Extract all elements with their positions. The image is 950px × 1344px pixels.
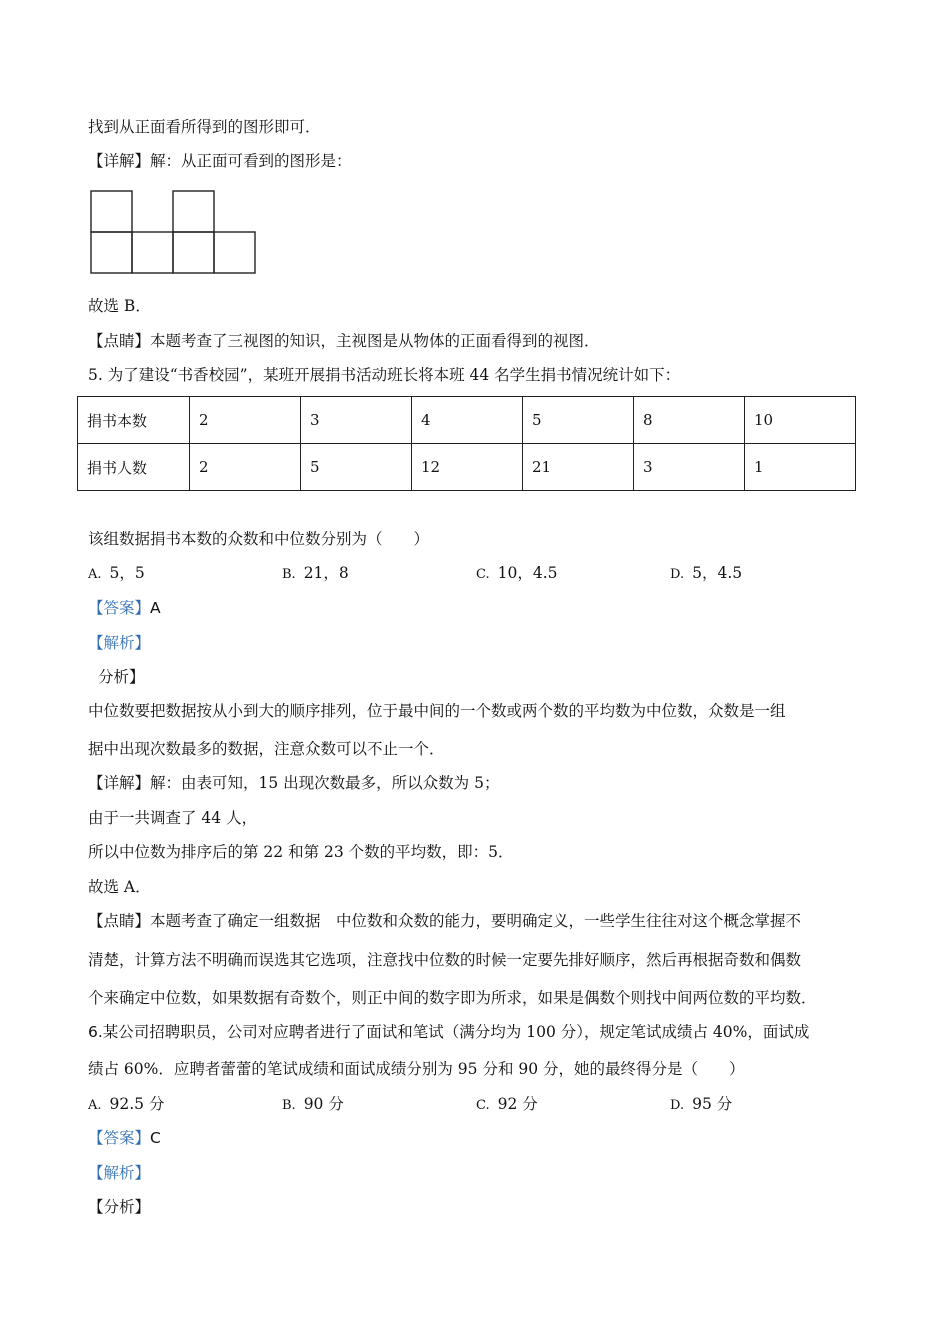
table-cell: 5: [301, 444, 412, 491]
comment-line: 【点睛】本题考查了三视图的知识，主视图是从物体的正面看得到的视图．: [88, 332, 600, 350]
option-key: B.: [282, 1098, 296, 1113]
table-cell: 8: [634, 397, 745, 444]
question-text: 某公司招聘职员，公司对应聘者进行了面试和笔试（满分均为 100 分），规定笔试成绩占 40%，面试成: [102, 1023, 810, 1041]
text-line: 【点睛】本题考查了确定一组数据 中位数和众数的能力，要明确定义，一些学生往往对这个概念掌握不: [88, 912, 802, 930]
table-cell: 2: [190, 444, 301, 491]
option-key: C.: [476, 567, 490, 582]
text-line: 个来确定中位数，如果数据有奇数个，则正中间的数字即为所求，如果是偶数个则找中间两位数的平均数．: [88, 989, 817, 1007]
table-cell: 2: [190, 397, 301, 444]
figure-square: [173, 232, 214, 273]
answer-value: A: [150, 599, 161, 617]
question-number: 6.: [88, 1023, 103, 1041]
table-cell: 1: [745, 444, 856, 491]
option-key: B.: [282, 567, 296, 582]
choice-line: 故选 B．: [88, 297, 151, 315]
option-text: 5，5: [109, 564, 145, 582]
table-cell: 10: [745, 397, 856, 444]
question-6-text-cont: 绩占 60%．应聘者蕾蕾的笔试成绩和面试成绩分别为 95 分和 90 分，她的最终得分是（ ）: [88, 1060, 745, 1078]
option-text: 92 分: [497, 1095, 538, 1113]
table-row: [78, 397, 856, 444]
option-5-d: [670, 563, 742, 585]
option-text: 21，8: [303, 564, 349, 582]
answer-label: 【答案】: [88, 1129, 151, 1147]
text-line: 所以中位数为排序后的第 22 和第 23 个数的平均数，即：5．: [88, 843, 514, 861]
question-6-text: [88, 1022, 809, 1042]
option-5-c: [476, 563, 558, 585]
detail-heading: 【详解】解：从正面可看到的图形是：: [88, 152, 352, 170]
table-cell: 21: [523, 444, 634, 491]
text-line: 由于一共调查了 44 人，: [88, 809, 258, 827]
analysis-heading-5: 【解析】: [88, 634, 151, 652]
table-cell: 12: [412, 444, 523, 491]
option-6-a: [88, 1094, 164, 1116]
option-key: D.: [670, 567, 685, 582]
text-line: 找到从正面看所得到的图形即可．: [88, 118, 321, 136]
option-text: 92.5 分: [109, 1095, 165, 1113]
text-line: 清楚，计算方法不明确而误选其它选项，注意找中位数的时候一定要先排好顺序，然后再根据奇数和偶数: [88, 951, 802, 969]
front-view-figure: [88, 189, 258, 275]
figure-square: [91, 232, 132, 273]
option-6-b: [282, 1094, 344, 1116]
answer-label: 【答案】: [88, 599, 151, 617]
option-text: 90 分: [303, 1095, 344, 1113]
option-key: A.: [88, 567, 102, 582]
table-cell: 3: [301, 397, 412, 444]
table-cell: 捐书本数: [78, 397, 190, 444]
question-5-prompt: 该组数据捐书本数的众数和中位数分别为（ ）: [88, 530, 430, 548]
question-5-text: 5. 为了建设“书香校园”，某班开展捐书活动班长将本班 44 名学生捐书情况统计如下：: [88, 366, 681, 384]
table-cell: 3: [634, 444, 745, 491]
figure-square: [214, 232, 255, 273]
option-text: 5，4.5: [692, 564, 743, 582]
option-text: 95 分: [692, 1095, 733, 1113]
table-row: [78, 444, 856, 491]
option-key: A.: [88, 1098, 102, 1113]
figure-square: [173, 191, 214, 232]
answer-value: C: [150, 1129, 161, 1147]
option-5-b: [282, 563, 349, 585]
option-text: 10，4.5: [497, 564, 558, 582]
text-line: 据中出现次数最多的数据，注意众数可以不止一个．: [88, 740, 445, 758]
figure-square: [91, 191, 132, 232]
table-cell: 捐书人数: [78, 444, 190, 491]
donation-table: [77, 396, 856, 491]
text-line: 【详解】解：由表可知，15 出现次数最多，所以众数为 5；: [88, 774, 500, 792]
option-6-d: [670, 1094, 732, 1116]
analysis-subheading-5: 分析】: [98, 668, 145, 686]
text-line: 故选 A．: [88, 878, 151, 896]
option-key: D.: [670, 1098, 685, 1113]
table-cell: 5: [523, 397, 634, 444]
answer-6: [88, 1128, 161, 1148]
analysis-heading-6: 【解析】: [88, 1164, 151, 1182]
option-5-a: [88, 563, 145, 585]
option-key: C.: [476, 1098, 490, 1113]
text-line: 中位数要把数据按从小到大的顺序排列，位于最中间的一个数或两个数的平均数为中位数，众数是一组: [88, 702, 786, 720]
option-6-c: [476, 1094, 538, 1116]
analysis-subheading-6: 【分析】: [88, 1198, 151, 1216]
answer-5: [88, 598, 161, 618]
figure-square: [132, 232, 173, 273]
table-cell: 4: [412, 397, 523, 444]
